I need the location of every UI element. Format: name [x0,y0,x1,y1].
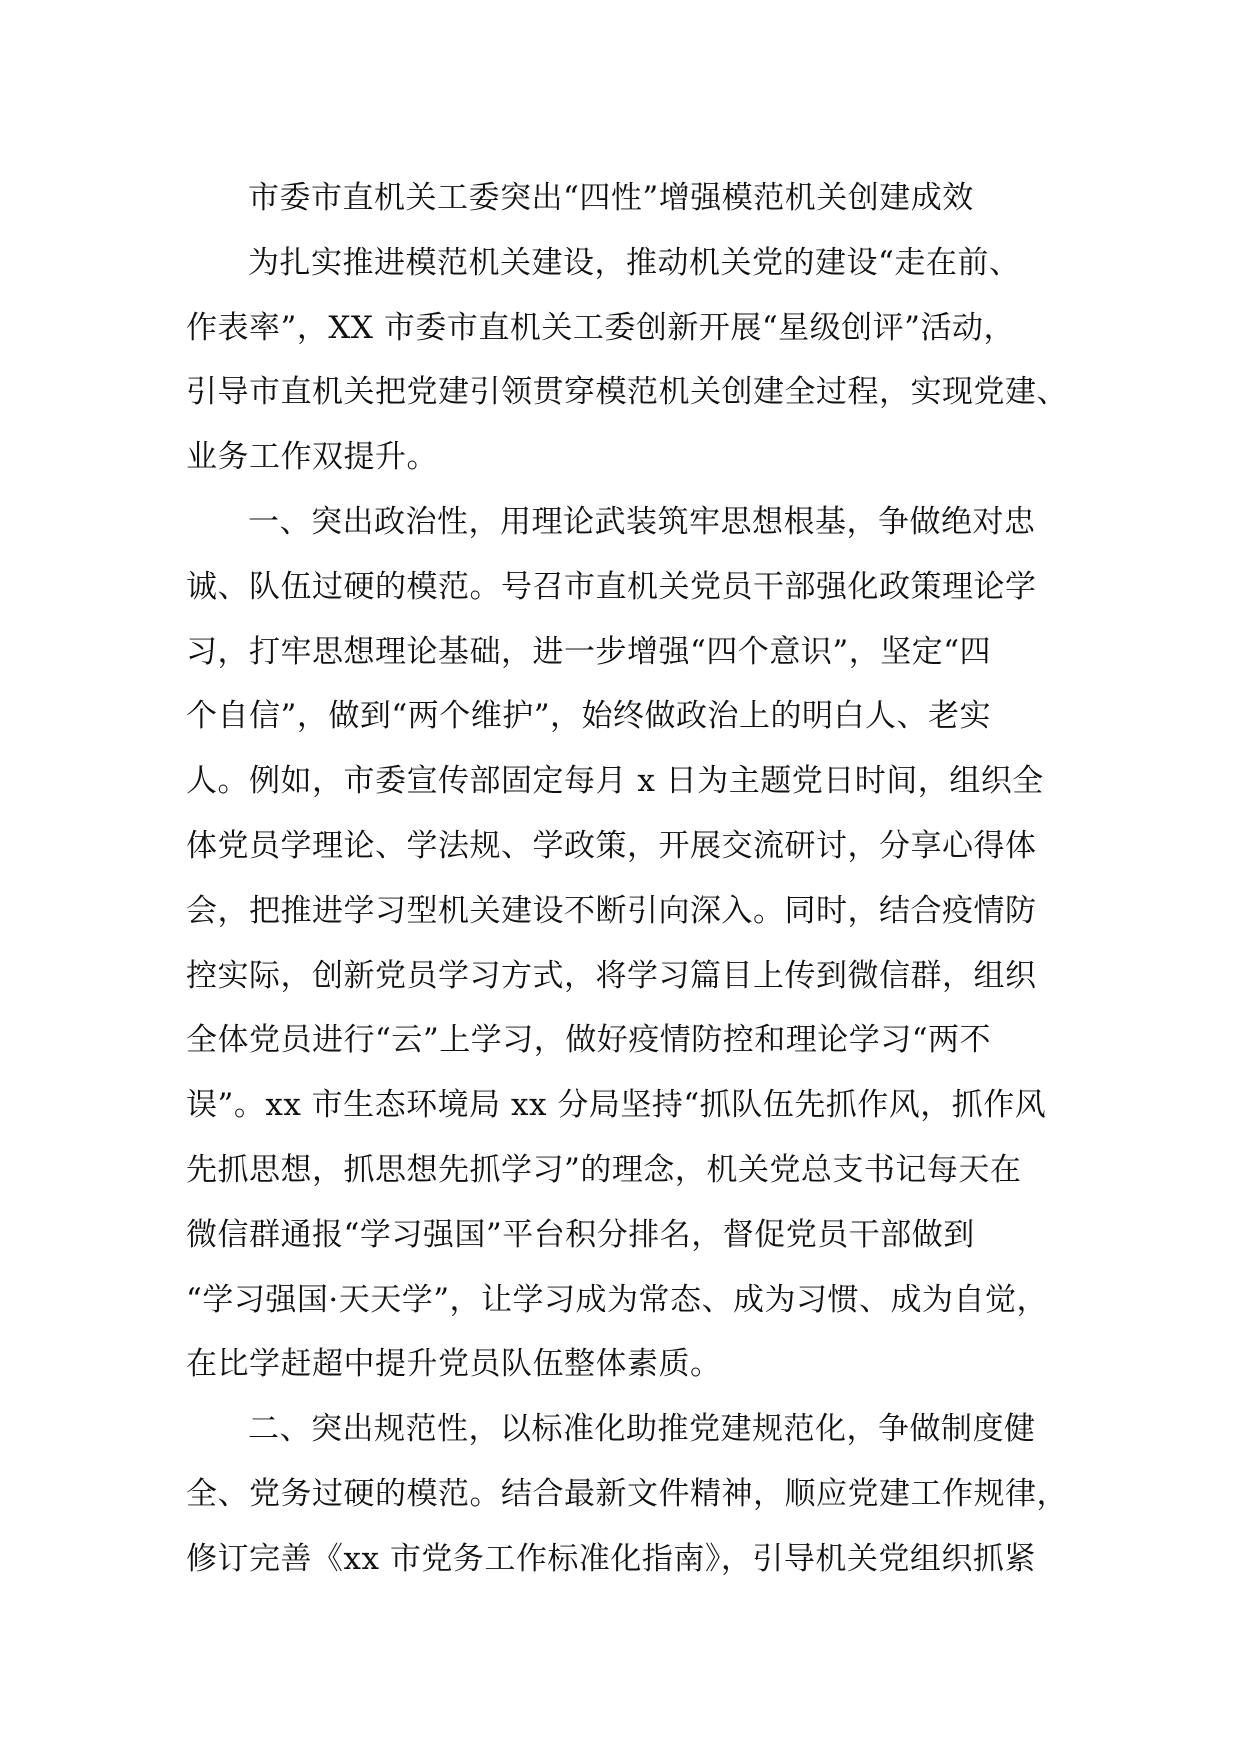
text-line: 微信群通报“学习强国”平台积分排名，督促党员干部做到 [186,1216,975,1253]
text-line: 引导市直机关把党建引领贯穿模范机关创建全过程，实现党建、 [186,374,1068,411]
text-line: 人。例如，市委宣传部固定每月 x 日为主题党日时间，组织全 [186,763,1044,800]
text-line: “学习强国·天天学”，让学习成为常态、成为习惯、成为自觉， [186,1281,1049,1318]
text-line: 控实际，创新党员学习方式，将学习篇目上传到微信群，组织 [186,957,1037,994]
paragraph-intro [186,231,1090,490]
text-line: 诚、队伍过硬的模范。号召市直机关党员干部强化政策理论学 [186,568,1037,605]
text-line: 全、党务过硬的模范。结合最新文件精神，顺应党建工作规律， [186,1475,1068,1512]
text-line: 体党员学理论、学法规、学政策，开展交流研讨，分享心得体 [186,827,1037,864]
text-line: 误”。xx 市生态环境局 xx 分局坚持“抓队伍先抓作风，抓作风 [186,1087,1047,1124]
document-title: 市委市直机关工委突出“四性”增强模范机关创建成效 [248,180,974,216]
text-line: 二、突出规范性，以标准化助推党建规范化，争做制度健 [248,1411,1036,1448]
text-line: 习，打牢思想理论基础，进一步增强“四个意识”，坚定“四 [186,633,992,670]
text-line: 作表率”，XX 市委市直机关工委创新开展“星级创评”活动， [186,309,1016,346]
document-body [186,166,1090,1592]
text-line: 会，把推进学习型机关建设不断引向深入。同时，结合疫情防 [186,892,1037,929]
text-line: 先抓思想，抓思想先抓学习”的理念，机关党总支书记每天在 [186,1151,1022,1188]
text-line: 业务工作双提升。 [186,439,438,476]
text-line: 个自信”，做到“两个维护”，始终做政治上的明白人、老实 [186,698,992,735]
text-line: 在比学赶超中提升党员队伍整体素质。 [186,1346,722,1383]
text-line: 一、突出政治性，用理论武装筑牢思想根基，争做绝对忠 [248,503,1036,540]
paragraph-section-two [186,1397,1090,1591]
paragraph-section-one [186,490,1090,1397]
text-line: 为扎实推进模范机关建设，推动机关党的建设“走在前、 [248,244,1021,281]
text-line: 全体党员进行“云”上学习，做好疫情防控和理论学习“两不 [186,1022,992,1059]
text-line: 修订完善《xx 市党务工作标准化指南》，引导机关党组织抓紧 [186,1540,1036,1577]
